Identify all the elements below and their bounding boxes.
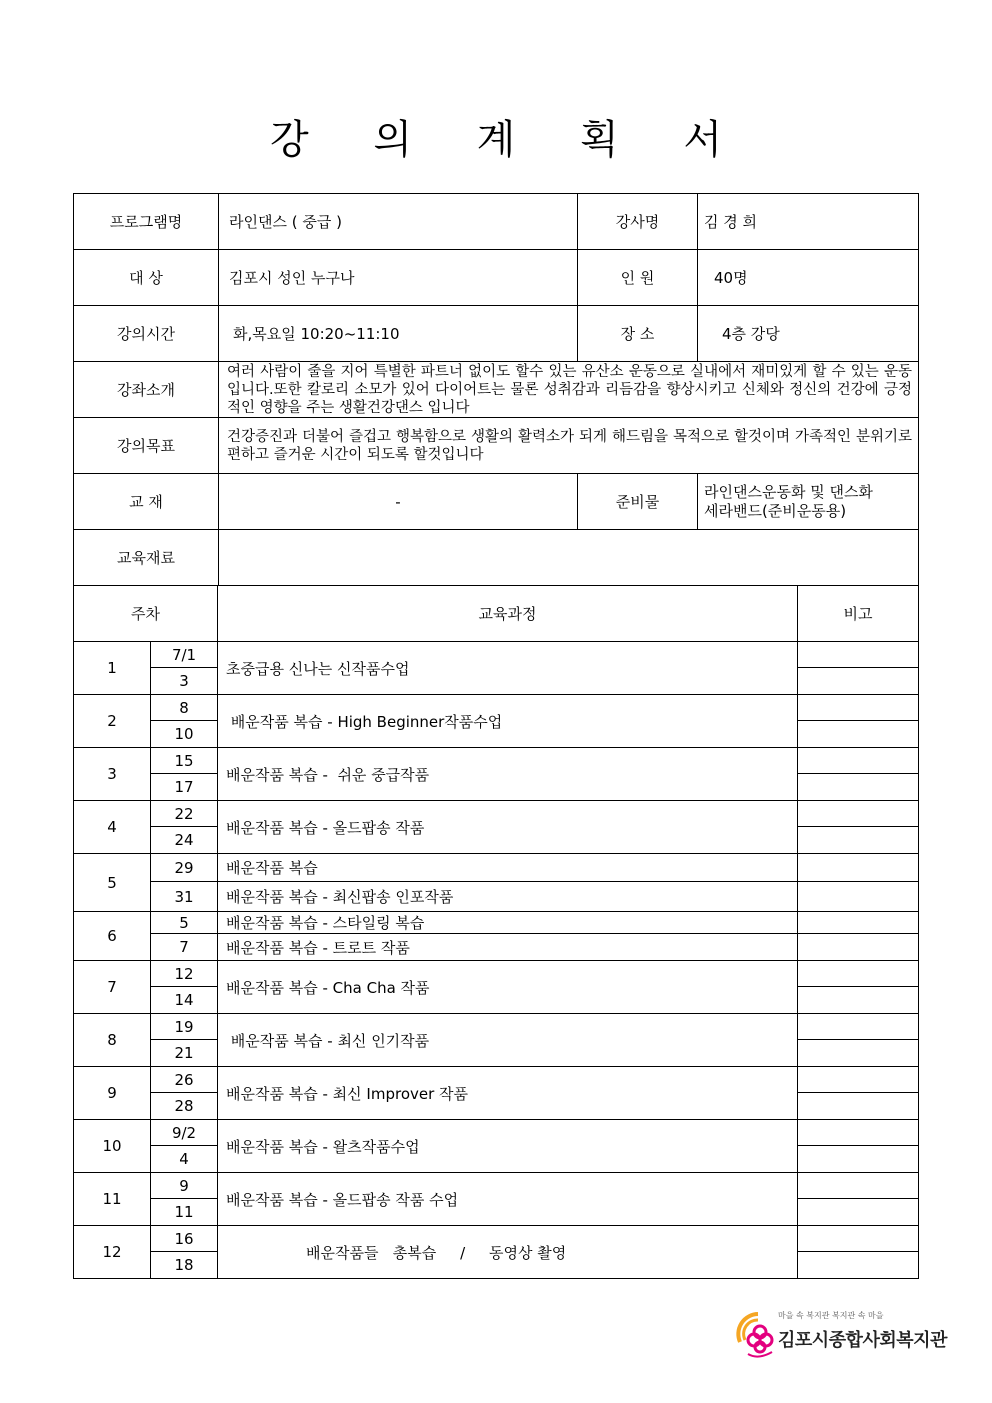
note-cell <box>798 854 919 882</box>
schedule-row <box>74 854 919 882</box>
session-date: 21 <box>151 1040 218 1067</box>
note-cell <box>798 668 919 695</box>
logo-subtitle: 마을 속 복지관 복지관 속 마을 <box>778 1311 884 1320</box>
material-value <box>219 530 919 586</box>
session-date: 8 <box>151 695 218 721</box>
supplies-value <box>698 474 919 530</box>
schedule-row <box>74 1173 919 1199</box>
note-cell <box>798 987 919 1014</box>
textbook-label: 교 재 <box>74 474 219 530</box>
session-date: 10 <box>151 721 218 748</box>
session-date: 16 <box>151 1226 218 1252</box>
note-cell <box>798 801 919 827</box>
program-label: 프로그램명 <box>74 194 219 250</box>
session-date: 24 <box>151 827 218 854</box>
session-date: 7/1 <box>151 642 218 668</box>
goal-text: 건강증진과 더불어 즐겁고 행복함으로 생활의 활력소가 되게 해드림을 목적으로 할것이며 가족적인 분위기로 편하고 즐거운 시간이 되도록 할것입니다 <box>219 418 919 474</box>
course-content: 배운작품들 총복습 / 동영상 촬영 <box>218 1226 798 1279</box>
session-date: 17 <box>151 774 218 801</box>
week-number: 6 <box>74 912 151 961</box>
capacity-value: 40명 <box>698 250 919 306</box>
course-content: 배운작품 복습 <box>218 854 798 882</box>
session-date: 15 <box>151 748 218 774</box>
week-number: 5 <box>74 854 151 912</box>
intro-text: 여러 사람이 줄을 지어 특별한 파트너 없이도 할수 있는 유산소 운동으로 실내에서 재미있게 할 수 있는 운동입니다.또한 칼로리 소모가 있어 다이어트는 물론 성취감과 리듬감을 향상시키고 신체와 정신의 건강에 긍정적인 영향을 주는 생활건강댄스 입니다 <box>219 362 919 418</box>
session-date: 11 <box>151 1199 218 1226</box>
week-number: 8 <box>74 1014 151 1067</box>
note-cell <box>798 1226 919 1252</box>
schedule-row <box>74 912 919 934</box>
instructor-label: 강사명 <box>578 194 698 250</box>
note-cell <box>798 1252 919 1279</box>
week-header: 주차 <box>74 586 218 642</box>
schedule-row <box>74 934 919 961</box>
schedule-row <box>74 1226 919 1252</box>
schedule-row <box>74 801 919 827</box>
week-number: 3 <box>74 748 151 801</box>
week-number: 12 <box>74 1226 151 1279</box>
week-number: 9 <box>74 1067 151 1120</box>
note-cell <box>798 882 919 912</box>
session-date: 26 <box>151 1067 218 1093</box>
supplies-line-1: 라인댄스운동화 및 댄스화 <box>704 482 873 501</box>
session-date: 3 <box>151 668 218 695</box>
session-date: 14 <box>151 987 218 1014</box>
week-number: 7 <box>74 961 151 1014</box>
document-title: 강 의 계 획 서 <box>269 117 749 163</box>
session-date: 9 <box>151 1173 218 1199</box>
schedule-table <box>73 585 919 1279</box>
course-content: 배운작품 복습 - 최신팝송 인포작품 <box>218 882 798 912</box>
course-content: 배운작품 복습 - 올드팝송 작품 수업 <box>218 1173 798 1226</box>
session-date: 22 <box>151 801 218 827</box>
week-number: 4 <box>74 801 151 854</box>
schedule-row <box>74 1014 919 1040</box>
session-date: 7 <box>151 934 218 961</box>
program-value: 라인댄스 ( 중급 ) <box>219 194 578 250</box>
session-date: 29 <box>151 854 218 882</box>
note-cell <box>798 1014 919 1040</box>
session-date: 31 <box>151 882 218 912</box>
course-content: 배운작품 복습 - 트로트 작품 <box>218 934 798 961</box>
instructor-value: 김 경 희 <box>698 194 919 250</box>
note-cell <box>798 721 919 748</box>
welfare-center-logo <box>736 1306 947 1366</box>
schedule-row <box>74 642 919 668</box>
note-cell <box>798 827 919 854</box>
course-header: 교육과정 <box>218 586 798 642</box>
course-content: 배운작품 복습 - 최신 인기작품 <box>218 1014 798 1067</box>
course-content: 배운작품 복습 - 스타일링 복습 <box>218 912 798 934</box>
course-content: 배운작품 복습 - 올드팝송 작품 <box>218 801 798 854</box>
schedule-row <box>74 695 919 721</box>
supplies-line-2: 세라밴드(준비운동용) <box>704 501 847 520</box>
course-content: 배운작품 복습 - 왈츠작품수업 <box>218 1120 798 1173</box>
note-cell <box>798 1040 919 1067</box>
logo-name: 김포시종합사회복지관 <box>778 1330 947 1351</box>
session-date: 12 <box>151 961 218 987</box>
week-number: 10 <box>74 1120 151 1173</box>
note-cell <box>798 912 919 934</box>
session-date: 5 <box>151 912 218 934</box>
schedule-row <box>74 1067 919 1093</box>
capacity-label: 인 원 <box>578 250 698 306</box>
session-date: 19 <box>151 1014 218 1040</box>
course-content: 배운작품 복습 - High Beginner작품수업 <box>218 695 798 748</box>
course-content: 배운작품 복습 - 최신 Improver 작품 <box>218 1067 798 1120</box>
session-date: 28 <box>151 1093 218 1120</box>
target-label: 대 상 <box>74 250 219 306</box>
week-number: 2 <box>74 695 151 748</box>
schedule-row <box>74 1120 919 1146</box>
course-content: 초중급용 신나는 신작품수업 <box>218 642 798 695</box>
session-date: 9/2 <box>151 1120 218 1146</box>
time-value: 화,목요일 10:20~11:10 <box>219 306 578 362</box>
textbook-value: - <box>219 474 578 530</box>
place-value: 4층 강당 <box>698 306 919 362</box>
session-date: 18 <box>151 1252 218 1279</box>
session-date: 4 <box>151 1146 218 1173</box>
note-cell <box>798 961 919 987</box>
target-value: 김포시 성인 누구나 <box>219 250 578 306</box>
material-label: 교육재료 <box>74 530 219 586</box>
week-number: 11 <box>74 1173 151 1226</box>
schedule-row <box>74 748 919 774</box>
note-cell <box>798 1199 919 1226</box>
schedule-row <box>74 961 919 987</box>
course-content: 배운작품 복습 - 쉬운 중급작품 <box>218 748 798 801</box>
note-cell <box>798 1093 919 1120</box>
time-label: 강의시간 <box>74 306 219 362</box>
note-cell <box>798 1173 919 1199</box>
note-header: 비고 <box>798 586 919 642</box>
note-cell <box>798 1067 919 1093</box>
course-content: 배운작품 복습 - Cha Cha 작품 <box>218 961 798 1014</box>
note-cell <box>798 1120 919 1146</box>
note-cell <box>798 695 919 721</box>
flower-logo-icon <box>736 1306 780 1362</box>
goal-label: 강의목표 <box>74 418 219 474</box>
schedule-row <box>74 882 919 912</box>
note-cell <box>798 748 919 774</box>
supplies-label: 준비물 <box>578 474 698 530</box>
info-table <box>73 193 919 586</box>
note-cell <box>798 1146 919 1173</box>
note-cell <box>798 774 919 801</box>
place-label: 장 소 <box>578 306 698 362</box>
week-number: 1 <box>74 642 151 695</box>
note-cell <box>798 642 919 668</box>
intro-label: 강좌소개 <box>74 362 219 418</box>
note-cell <box>798 934 919 961</box>
